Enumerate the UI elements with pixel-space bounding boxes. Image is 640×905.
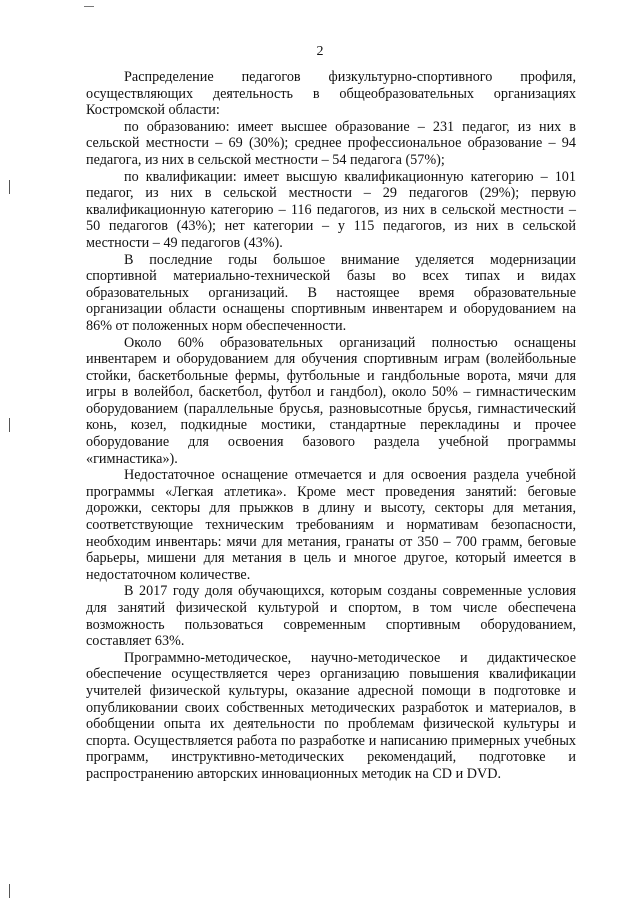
paragraph-2017-share: В 2017 году доля обучающихся, которым созданы современные условия для занятий физической культурой и спортом, в том числе обеспечена возможность пользоваться современным спортивным оборудованием, составляет 63%. bbox=[86, 583, 576, 650]
page-number: 2 bbox=[316, 44, 324, 59]
paragraph-by-education: по образованию: имеет высшее образование – 231 педагог, из них в сельской местности – 69 (30%); среднее профессиональное образование – 94 педагога, из них в сельской местности – 54 педагога (57%); bbox=[86, 118, 576, 168]
paragraph-modernization: В последние годы большое внимание уделяется модернизации спортивной материально-технической базы во всех типах и видах образовательных организаций. В настоящее время образовательные организации области оснащены спортивным инвентарем и оборудованием на 86% от положенных норм обеспеченности. bbox=[86, 251, 576, 334]
paragraph-methodical-support: Программно-методическое, научно-методическое и дидактическое обеспечение осуществляется через организацию повышения квалификации учителей физической культуры, оказание адресной помощи в подготовке и опубликовании своих собственных методических разработок и материалов, в обобщении опыта их деятельности по проблемам физической культуры и спорта. Осуществляется работа по разработке и написанию примерных учебных программ, инструктивно-методических рекомендаций, подготовке и распространению авторских инновационных методик на CD и DVD. bbox=[86, 649, 576, 782]
scan-artifact-mark bbox=[84, 6, 94, 7]
binding-margin-mark bbox=[9, 180, 10, 194]
paragraph-athletics-shortage: Недостаточное оснащение отмечается и для освоения раздела учебной программы «Легкая атлетика». Кроме мест проведения занятий: беговые дорожки, секторы для прыжков в длину и высоту, секторы для метания, соответствующие техническим требованиям и нормативам безопасности, необходим инвентарь: мячи для метания, гранаты от 350 – 700 грамм, беговые барьеры, мишени для метания в цель и многое другое, который имеется в недостаточном количестве. bbox=[86, 467, 576, 583]
paragraph-distribution-intro: Распределение педагогов физкультурно-спортивного профиля, осуществляющих деятельность в общеобразовательных организациях Костромской области: bbox=[86, 69, 576, 119]
binding-margin-mark bbox=[9, 418, 10, 432]
paragraph-equipment-60: Около 60% образовательных организаций полностью оснащены инвентарем и оборудованием для обучения спортивным играм (волейбольные стойки, баскетбольные фермы, футбольные и гандбольные ворота, мячи для игры в волейбол, баскетбол, футбол и гандбол), около 50% – гимнастическим оборудованием (параллельные брусья, разновысотные брусья, гимнастический конь, козел, подкидные мостики, стандартные перекладины и прочее оборудование для освоения базового раздела учебной программы «гимнастика»). bbox=[86, 334, 576, 467]
binding-margin-mark bbox=[9, 884, 10, 898]
document-body bbox=[86, 69, 576, 783]
paragraph-by-qualification: по квалификации: имеет высшую квалификационную категорию – 101 педагог, из них в сельской местности – 29 педагогов (29%); первую квалификационную категорию – 116 педагогов, из них в сельской местности – 50 педагогов (43%); нет категории – у 115 педагогов, из них в сельской местности – 49 педагогов (43%). bbox=[86, 168, 576, 251]
